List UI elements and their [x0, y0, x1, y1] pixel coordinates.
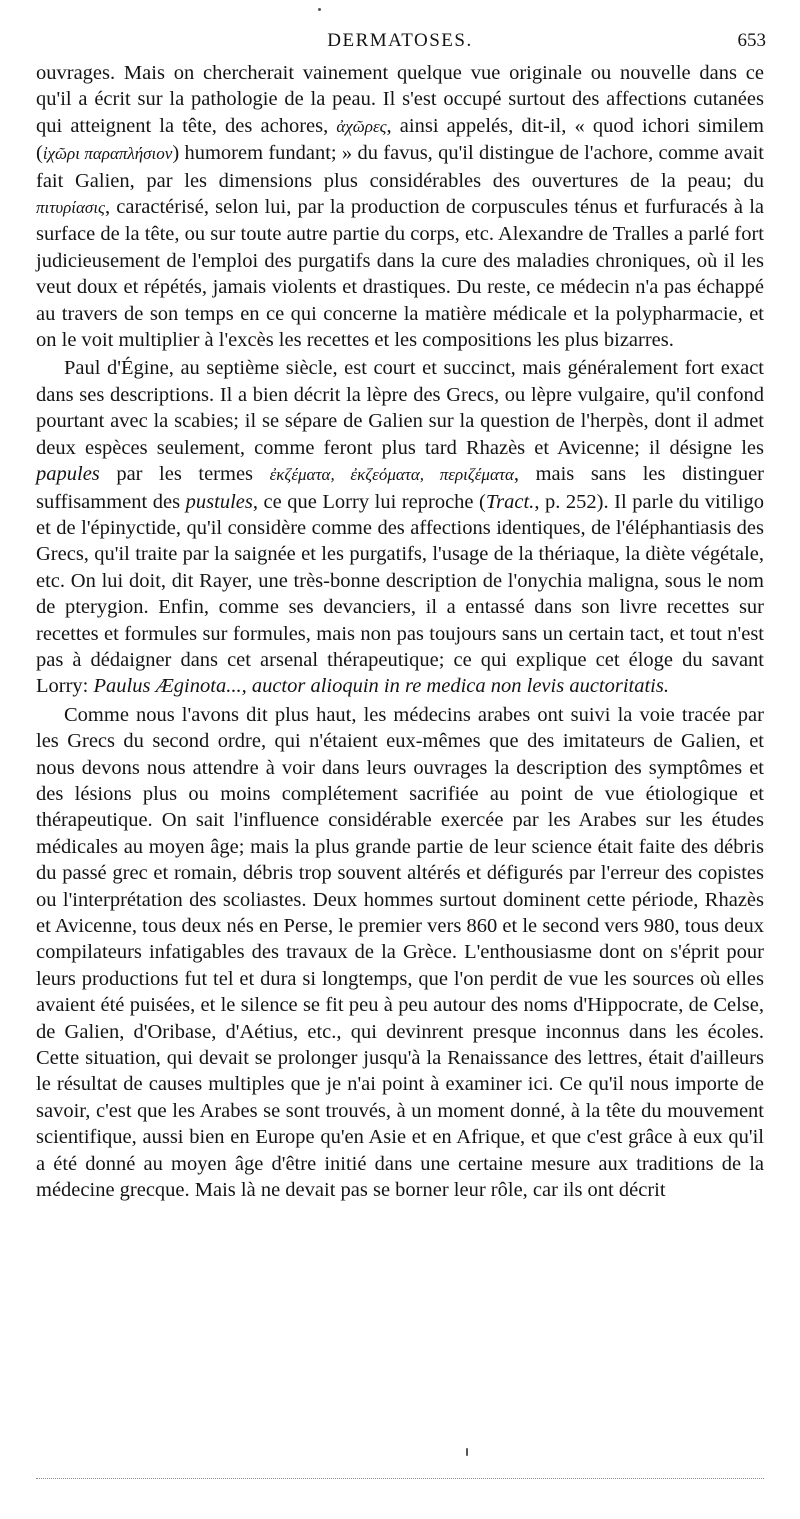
text-run: , caractérisé, selon lui, par la production de corpuscules ténus et furfuracés à la surface de la tête, ou sur toute autre partie du corps, etc. Alexandre de Tralles a parlé fort judicieusement de l'emploi des purgatifs dans la cure des maladies chroniques, où il les veut doux et répétés, jamais violents et drastiques. Du reste, ce médecin n'a pas échappé au travers de son temps en ce qui concerne la matière médicale et la polypharmacie, et on le voit multiplier à l'excès les recettes et les compositions les plus bizarres.: [36, 196, 764, 352]
italic-text: Tract.: [485, 490, 535, 513]
text-run: , mais sans les distinguer suffisamment des: [36, 463, 765, 513]
text-run: Paul d'Égine, au septième siècle, est court et succinct, mais généralement fort exact dans ses descriptions. Il a bien décrit la lèpre des Grecs, ou lèpre vulgaire, qu'il confond pourtant avec la scabies; il se sépare de Galien sur la question de l'herpès, dont il admet deux espèces seulement, comme feront plus tard Rhazès et Avicenne; il désigne les: [36, 357, 764, 459]
text-run: ouvrages. Mais on chercherait vainement quelque vue originale ou nouvelle dans ce qu'il a écrit sur la pathologie de la peau. Il s'est occupé surtout des affections cutanées qui atteignent la tête, des achores,: [36, 62, 764, 137]
greek-term: πιτυρίασις: [36, 198, 105, 218]
italic-text: papules: [36, 463, 100, 486]
footer-dotted-rule: [36, 1478, 764, 1479]
paragraph-medecins-arabes: [36, 702, 764, 1204]
text-run: , ainsi appelés, dit-il, « quod ichori similem (: [36, 114, 764, 165]
running-title: DERMATOSES.: [327, 30, 473, 51]
italic-text: pustules: [185, 490, 253, 513]
text-run: , p. 252). Il parle du vitiligo et de l'épinyctide, qu'il considère comme des affections identiques, de l'éléphantiasis des Grecs, qu'il traite par la saignée et les purgatifs, l'usage de la thériaque, la diète végétale, etc. On lui doit, dit Rayer, une très-bonne description de l'onychia maligna, sous le nom de pterygion. Enfin, comme ses devanciers, il a entassé dans son livre recettes sur recettes et formules sur formules, mais non pas toujours sans un certain tact, et tout n'est pas à dédaigner dans cet arsenal thérapeutique; ce qui explique cet éloge du savant Lorry:: [36, 490, 765, 698]
print-speck: [466, 1448, 468, 1456]
text-run: Comme nous l'avons dit plus haut, les médecins arabes ont suivi la voie tracée par les Grecs du second ordre, qui n'étaient eux-mêmes que des imitateurs de Galien, et nous devons nous attendre à voir dans leurs ouvrages la description des symptômes et des lésions plus ou moins complétement sacrifiée au point de vue étiologique et thérapeutique. On sait l'influence considérable exercée par les Arabes sur les études médicales au moyen âge; mais la plus grande partie de leur science était faite des débris du passé grec et romain, débris trop souvent altérés et défigurés par l'erreur des copistes ou l'interprétation des scoliastes. Deux hommes surtout dominent cette période, Rhazès et Avicenne, tous deux nés en Perse, le premier vers 860 et le second vers 980, tous deux compilateurs infatigables des travaux de la Grèce. L'enthousiasme dont on s'éprit pour leurs productions fut tel et dura si longtemps, que l'on perdit de vue les sources où elles avaient été puisées, et le silence se fit peu à peu autour des noms d'Hippocrate, de Celse, de Galien, d'Oribase, d'Aétius, etc., qui devinrent presque inconnus dans les écoles. Cette situation, qui devait se prolonger jusqu'à la Renaissance des lettres, était d'ailleurs le résultat de causes multiples que je n'ai point à examiner ici. Ce qu'il nous importe de savoir, c'est que les Arabes se sont trouvés, à un moment donné, à la tête du mouvement scientifique, aussi bien en Europe qu'en Asie et en Afrique, et que c'est grâce à eux qu'il a été donné au moyen âge d'être initié dans une certaine mesure aux traditions de la médecine grecque. Mais là ne devait pas se borner leur rôle, car ils ont décrit: [36, 703, 764, 1202]
greek-term: ἀχῶρες: [336, 116, 387, 136]
running-head: [0, 30, 800, 56]
body-text: [36, 60, 764, 1203]
italic-text: Paulus Æginota..., auctor alioquin in re medica non levis auctoritatis.: [93, 675, 669, 698]
text-run: , ce que Lorry lui reproche (: [252, 490, 486, 513]
print-speck: [318, 8, 321, 11]
text-run: ) humorem fundant; » du favus, qu'il distingue de l'achore, comme avait fait Galien, par les dimensions plus considérables des ouvertures de la peau; du: [36, 142, 764, 192]
greek-term: ἰχῶρι παραπλήσιον: [42, 144, 173, 164]
page-number: 653: [737, 30, 766, 51]
paragraph-paul-d-egine: [36, 355, 764, 699]
greek-term: ἐκζέματα, ἐκζεόματα, περιζέματα: [269, 465, 514, 485]
paragraph-alexandre-de-tralles: [36, 60, 764, 353]
text-run: par les termes: [99, 463, 270, 486]
